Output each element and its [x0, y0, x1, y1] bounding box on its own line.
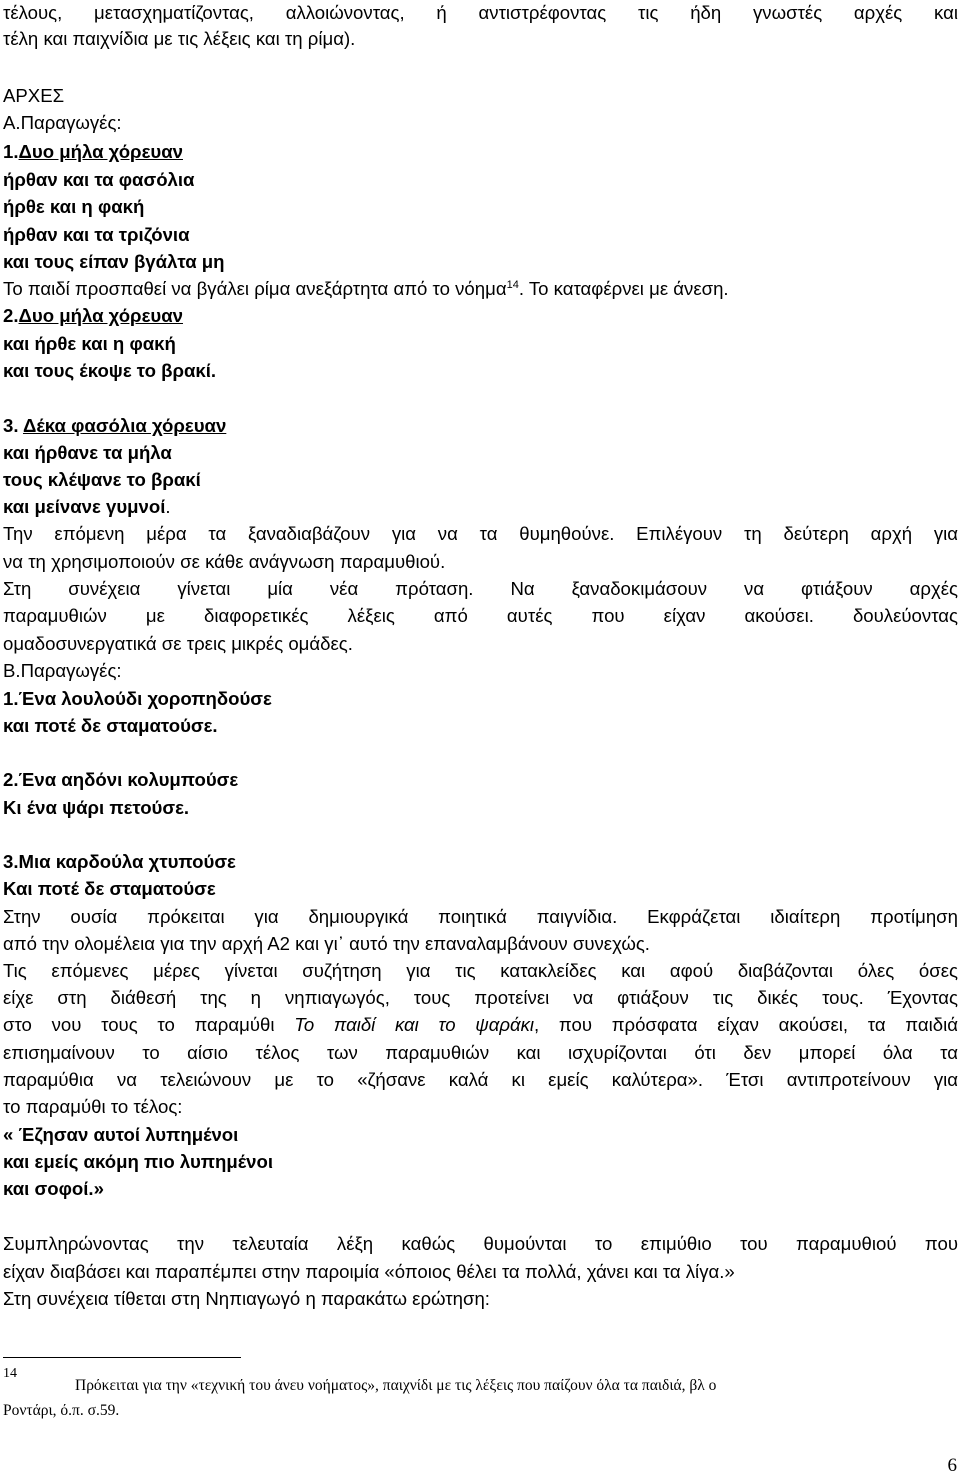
paragraph-line: παραμύθια να τελειώνουν με το «ζήσανε καλά κι εμείς καλύτερα». Έτσι αντιπροτείνουν για — [3, 1069, 958, 1090]
poem-line: τους κλέψανε το βρακί — [3, 469, 201, 490]
poem-line: 2.Δυο μήλα χόρευαν — [3, 305, 183, 326]
subsection-heading: Α.Παραγωγές: — [3, 112, 122, 133]
poem-line: Και ποτέ δε σταματούσε — [3, 878, 216, 899]
poem-line: ήρθε και η φακή — [3, 196, 145, 217]
section-heading: ΑΡΧΕΣ — [3, 85, 65, 106]
footnote-text: Πρόκειται για την «τεχνική του άνευ νοήματος», παιχνίδι με τις λέξεις που παίζουν όλα τα παιδιά, βλ ο — [75, 1377, 717, 1394]
paragraph-line: από την ολομέλεια για την αρχή Α2 και γι᾽ αυτό την επαναλαμβάνουν συνεχώς. — [3, 933, 650, 954]
poem-line: 1.Δυο μήλα χόρευαν — [3, 141, 183, 162]
footnote-mark: 14 — [3, 1366, 17, 1381]
paragraph-line: Την επόμενη μέρα τα ξαναδιαβάζουν για να τα θυμηθούνε. Επιλέγουν τη δεύτερη αρχή για — [3, 523, 958, 544]
poem-line: και τους είπαν βγάλτα μη — [3, 251, 225, 272]
paragraph-line: Στη συνέχεια τίθεται στη Νηπιαγωγό η παρακάτω ερώτηση: — [3, 1288, 490, 1309]
poem-line: 2.Ένα αηδόνι κολυμπούσε — [3, 769, 239, 790]
poem-line: 3.Μια καρδούλα χτυπούσε — [3, 851, 236, 872]
paragraph-line: Τις επόμενες μέρες γίνεται συζήτηση για τις κατακλείδες και αφού διαβάζονται όλες όσες — [3, 960, 958, 981]
poem-line: και ήρθε και η φακή — [3, 333, 176, 354]
poem-line: 3. Δέκα φασόλια χόρευαν — [3, 415, 227, 436]
story-title: Το παιδί και το ψαράκι — [294, 1014, 535, 1035]
poem-line: και σοφοί.» — [3, 1178, 104, 1199]
footnote-ref: 14 — [506, 278, 519, 291]
subsection-heading: Β.Παραγωγές: — [3, 660, 122, 681]
poem-line: Κι ένα ψάρι πετούσε. — [3, 797, 190, 818]
poem-line: 1.Ένα λουλούδι χοροπηδούσε — [3, 688, 272, 709]
paragraph-line: Το παιδί προσπαθεί να βγάλει ρίμα ανεξάρτητα από το νόημα$^{14}$. Το καταφέρνει με άνεση. — [3, 278, 729, 299]
paragraph-line: παραμυθιών με διαφορετικές λέξεις από αυτές που είχαν ακούσει. δουλεύοντας — [3, 605, 958, 626]
paragraph-line: Στη συνέχεια γίνεται μία νέα πρόταση. Να ξαναδοκιμάσουν να φτιάξουν αρχές — [3, 578, 958, 599]
poem-line: και ήρθανε τα μήλα — [3, 442, 172, 463]
footnote-text: Ροντάρι, ό.π. σ.59. — [3, 1402, 120, 1419]
page-number: 6 — [947, 1455, 957, 1476]
paragraph-line: το παραμύθι το τέλος: — [3, 1096, 183, 1117]
poem-line: « Έζησαν αυτοί λυπημένοι — [3, 1124, 239, 1145]
footnote-separator — [3, 1357, 241, 1358]
poem-line: ήρθαν και τα φασόλια — [3, 169, 195, 190]
paragraph-line: τέλους, μετασχηματίζοντας, αλλοιώνοντας, ή αντιστρέφοντας τις ήδη γνωστές αρχές και — [3, 2, 958, 23]
paragraph-line: τέλη και παιχνίδια με τις λέξεις και τη ρίμα). — [3, 28, 356, 49]
paragraph-line: είχε στη διάθεσή της η νηπιαγωγός, τους προτείνει να φτιάξουν τις δικές τους. Έχοντας — [3, 987, 958, 1008]
poem-line: και τους έκοψε το βρακί. — [3, 360, 217, 381]
poem-line: και ποτέ δε σταματούσε. — [3, 715, 218, 736]
paragraph-line: είχαν διαβάσει και παραπέμπει στην παροιμία «όποιος θέλει τα πολλά, χάνει και τα λίγα.» — [3, 1261, 735, 1282]
poem-line: και εμείς ακόμη πιο λυπημένοι — [3, 1151, 274, 1172]
paragraph-line: στο νου τους το παραμύθι Το παιδί και το ψαράκι, που πρόσφατα είχαν ακούσει, τα παιδιά — [3, 1014, 958, 1035]
poem-line: και μείνανε γυμνοί. — [3, 496, 171, 517]
paragraph-line: να τη χρησιμοποιούν σε κάθε ανάγνωση παραμυθιού. — [3, 551, 446, 572]
paragraph-line: ομαδοσυνεργατικά σε τρεις μικρές ομάδες. — [3, 633, 353, 654]
paragraph-line: Στην ουσία πρόκειται για δημιουργικά ποιητικά παιγνίδια. Εκφράζεται ιδιαίτερη προτίμηση — [3, 906, 958, 927]
poem-line: ήρθαν και τα τριζόνια — [3, 224, 190, 245]
paragraph-line: Συμπληρώνοντας την τελευταία λέξη καθώς θυμούνται το επιμύθιο του παραμυθιού που — [3, 1233, 958, 1254]
paragraph-line: επισημαίνουν το αίσιο τέλος των παραμυθιών και ισχυρίζονται ότι δεν μπορεί όλα τα — [3, 1042, 958, 1063]
